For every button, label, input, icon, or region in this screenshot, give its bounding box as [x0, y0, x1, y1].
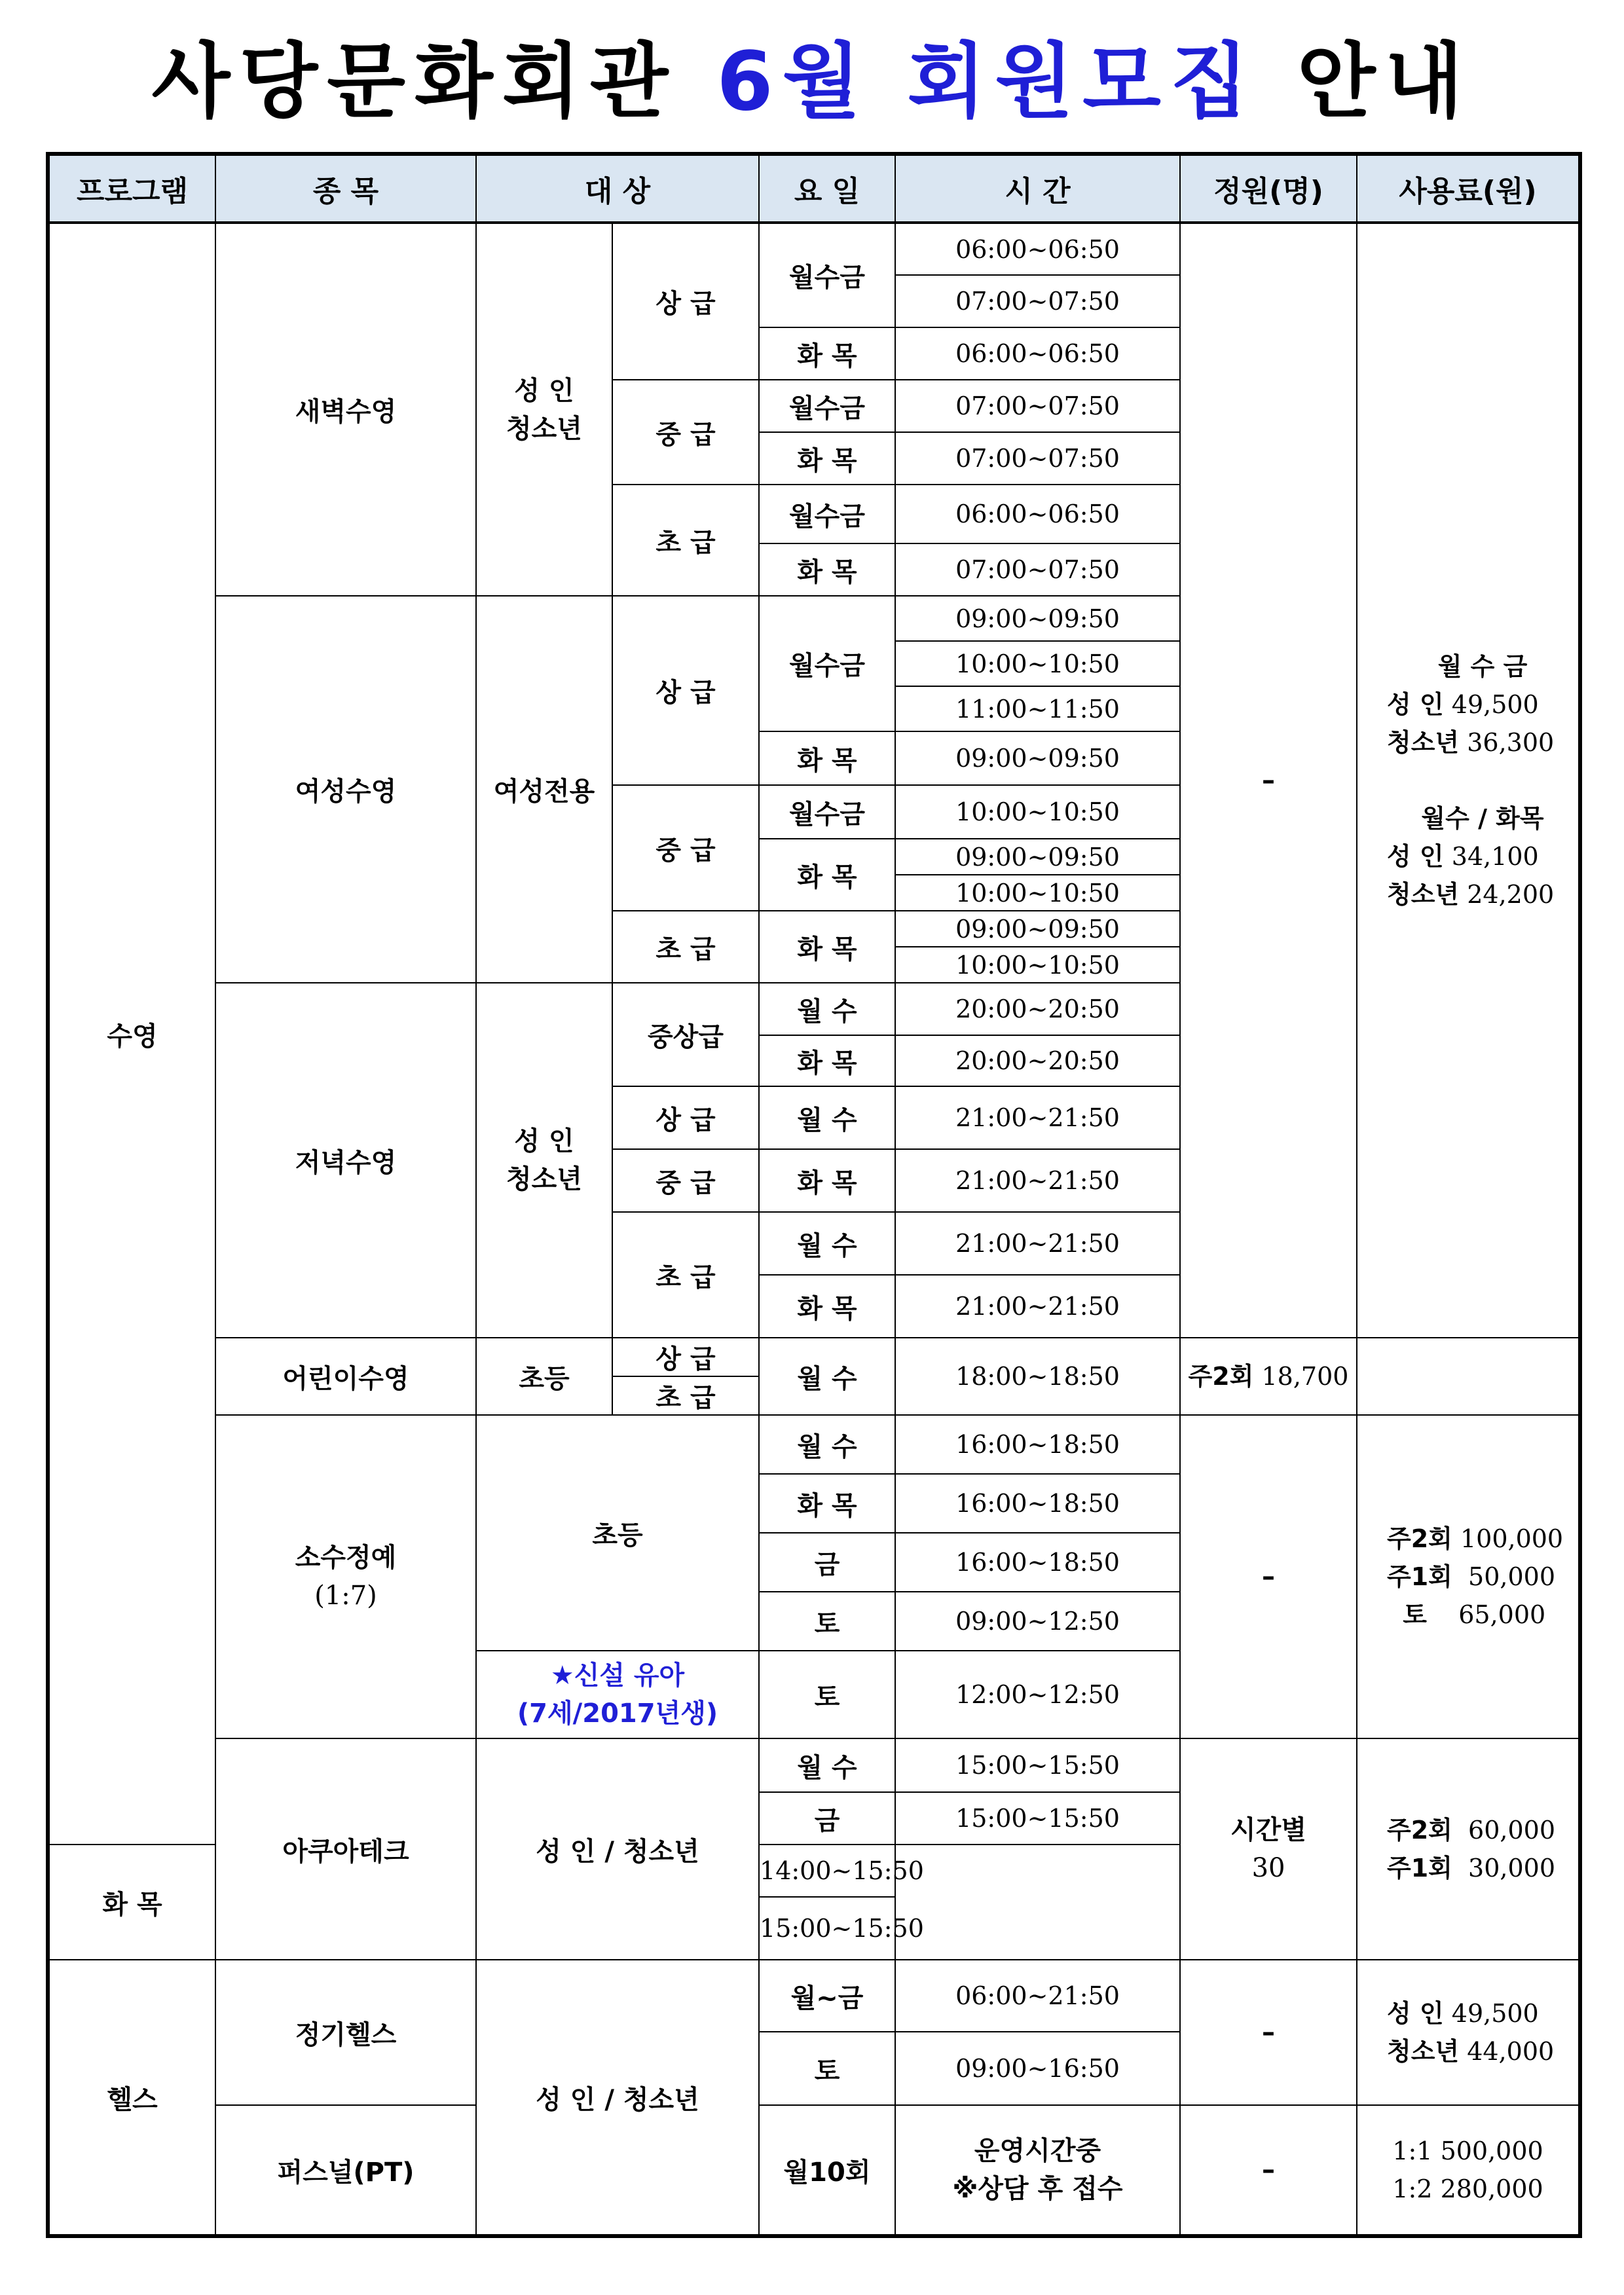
time-cell: 10:00~10:50: [895, 785, 1180, 839]
day-cell: 화 목: [759, 1149, 895, 1212]
program-evening-swim: 저녁수영: [215, 983, 476, 1338]
day-cell: 화 목: [759, 543, 895, 596]
table-row: [48, 1338, 1580, 1376]
target-kids: 초등: [476, 1338, 612, 1415]
level-dawn-intermediate: 중 급: [612, 380, 759, 485]
time-cell: 15:00~15:50: [759, 1897, 895, 1960]
day-cell: 월수금: [759, 223, 895, 327]
day-cell: 화 목: [759, 327, 895, 380]
level-women-beginner: 초 급: [612, 911, 759, 983]
day-cell: 금: [759, 1792, 895, 1845]
table-row: [48, 1738, 1580, 1792]
fee-health: 성 인 49,500 청소년 44,000: [1357, 1960, 1580, 2105]
time-cell: 06:00~21:50: [895, 1960, 1180, 2032]
day-cell: 토: [759, 1592, 895, 1651]
time-cell: 09:00~09:50: [895, 731, 1180, 785]
title-part3: 안내: [1297, 35, 1473, 129]
day-cell: 월수금: [759, 380, 895, 432]
time-cell: 09:00~09:50: [895, 839, 1180, 875]
capacity-pt: –: [1180, 2105, 1357, 2236]
fee-elite: 주2회 100,000 주1회 50,000 토 65,000: [1357, 1415, 1580, 1738]
day-cell: 월 수: [759, 1415, 895, 1474]
day-cell: 토: [759, 1651, 895, 1738]
table-row: [48, 1960, 1580, 2032]
time-cell: 07:00~07:50: [895, 432, 1180, 485]
program-pt: 퍼스널(PT): [215, 2105, 476, 2236]
time-cell: 07:00~07:50: [895, 275, 1180, 327]
capacity-swim-adult: –: [1180, 223, 1357, 1338]
capacity-health: –: [1180, 1960, 1357, 2105]
time-cell: 20:00~20:50: [895, 1035, 1180, 1086]
time-cell: 15:00~15:50: [895, 1738, 1180, 1792]
header-program: 프로그램: [48, 154, 215, 223]
time-cell: 운영시간중 ※상담 후 접수: [895, 2105, 1180, 2236]
day-cell: 월 수: [759, 1212, 895, 1275]
time-cell: 10:00~10:50: [895, 947, 1180, 983]
level-dawn-beginner: 초 급: [612, 485, 759, 596]
time-cell: 06:00~06:50: [895, 223, 1180, 275]
level-evening-upper-intermediate: 중상급: [612, 983, 759, 1086]
level-kids-advanced: 상 급: [612, 1338, 759, 1376]
header-time: 시 간: [895, 154, 1180, 223]
level-evening-intermediate: 중 급: [612, 1149, 759, 1212]
time-cell: 06:00~06:50: [895, 327, 1180, 380]
day-cell: 월 수: [759, 1338, 895, 1415]
time-cell: 06:00~06:50: [895, 485, 1180, 543]
capacity-aqua: 시간별 30: [1180, 1738, 1357, 1960]
time-cell: 14:00~15:50: [759, 1845, 895, 1897]
table-row: [48, 2105, 1580, 2236]
table-row: [48, 1415, 1580, 1474]
title-part1: 사당문화회관: [151, 35, 678, 129]
capacity-elite: –: [1180, 1415, 1357, 1738]
day-cell: 월~금: [759, 1960, 895, 2032]
fee-swim-adult: 월 수 금 성 인 49,500 청소년 36,300 월수 / 화목 성 인 34,100 청소년 24,200: [1357, 223, 1580, 1338]
header-day: 요 일: [759, 154, 895, 223]
program-aqua: 아쿠아테크: [215, 1738, 476, 1960]
day-cell: 화 목: [759, 1035, 895, 1086]
time-cell: 21:00~21:50: [895, 1086, 1180, 1149]
header-fee: 사용료(원): [1357, 154, 1580, 223]
target-elite: 초등: [476, 1415, 759, 1651]
time-cell: 11:00~11:50: [895, 686, 1180, 731]
level-evening-advanced: 상 급: [612, 1086, 759, 1149]
level-kids-beginner: 초 급: [612, 1376, 759, 1415]
time-cell: 09:00~09:50: [895, 911, 1180, 947]
level-women-intermediate: 중 급: [612, 785, 759, 911]
header-item: 종 목: [215, 154, 476, 223]
page-title: [0, 26, 1624, 138]
program-women-swim: 여성수영: [215, 596, 476, 983]
day-cell: 화 목: [759, 432, 895, 485]
time-cell: 09:00~12:50: [895, 1592, 1180, 1651]
program-regular-health: 정기헬스: [215, 1960, 476, 2105]
level-women-advanced: 상 급: [612, 596, 759, 785]
target-health: 성 인 / 청소년: [476, 1960, 759, 2236]
day-cell: 월 수: [759, 983, 895, 1035]
time-cell: 16:00~18:50: [895, 1533, 1180, 1592]
time-cell: 07:00~07:50: [895, 380, 1180, 432]
header-target: 대 상: [476, 154, 759, 223]
header-capacity: 정원(명): [1180, 154, 1357, 223]
time-cell: 09:00~16:50: [895, 2032, 1180, 2105]
time-cell: 20:00~20:50: [895, 983, 1180, 1035]
day-cell: 화 목: [48, 1845, 215, 1960]
program-kids-swim: 어린이수영: [215, 1338, 476, 1415]
table-row: [48, 223, 1580, 275]
fee-aqua: 주2회 60,000 주1회 30,000: [1357, 1738, 1580, 1960]
target-women: 여성전용: [476, 596, 612, 983]
day-cell: 토: [759, 2032, 895, 2105]
day-cell: 월 수: [759, 1086, 895, 1149]
schedule-table: [46, 152, 1582, 2238]
time-cell: 16:00~18:50: [895, 1474, 1180, 1533]
program-elite: 소수정예 (1:7): [215, 1415, 476, 1738]
day-cell: 월10회: [759, 2105, 895, 2236]
header-row: [48, 154, 1580, 223]
time-cell: 12:00~12:50: [895, 1651, 1180, 1738]
time-cell: 10:00~10:50: [895, 641, 1180, 686]
time-cell: 21:00~21:50: [895, 1149, 1180, 1212]
program-dawn-swim: 새벽수영: [215, 223, 476, 596]
day-cell: 월수금: [759, 785, 895, 839]
level-dawn-advanced: 상 급: [612, 223, 759, 380]
day-cell: 월수금: [759, 485, 895, 543]
day-cell: 화 목: [759, 1275, 895, 1338]
time-cell: 15:00~15:50: [895, 1792, 1180, 1845]
day-cell: 금: [759, 1533, 895, 1592]
category-swim: 수영: [48, 223, 215, 1845]
time-cell: 10:00~10:50: [895, 875, 1180, 911]
day-cell: 화 목: [759, 839, 895, 911]
target-dawn: 성 인 청소년: [476, 223, 612, 596]
day-cell: 화 목: [759, 911, 895, 983]
day-cell: 화 목: [759, 731, 895, 785]
category-health: 헬스: [48, 1960, 215, 2236]
level-evening-beginner: 초 급: [612, 1212, 759, 1338]
time-cell: 18:00~18:50: [895, 1338, 1180, 1415]
time-cell: 21:00~21:50: [895, 1275, 1180, 1338]
title-part2: 6월 회원모집: [716, 35, 1258, 129]
day-cell: 화 목: [759, 1474, 895, 1533]
day-cell: 월 수: [759, 1738, 895, 1792]
target-evening: 성 인 청소년: [476, 983, 612, 1338]
time-cell: 09:00~09:50: [895, 596, 1180, 641]
time-cell: 21:00~21:50: [895, 1212, 1180, 1275]
target-aqua: 성 인 / 청소년: [476, 1738, 759, 1960]
day-cell: 월수금: [759, 596, 895, 731]
fee-kids: 주2회 18,700: [1180, 1338, 1357, 1415]
time-cell: 07:00~07:50: [895, 543, 1180, 596]
fee-pt: 1:1 500,000 1:2 280,000: [1357, 2105, 1580, 2236]
time-cell: 16:00~18:50: [895, 1415, 1180, 1474]
target-new-toddler: ★신설 유아 (7세/2017년생): [476, 1651, 759, 1738]
